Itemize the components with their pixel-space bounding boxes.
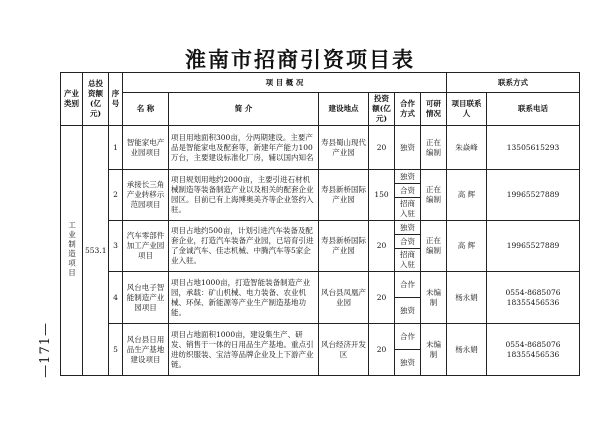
row-status: 正在编制 — [421, 170, 447, 221]
row-name: 风台电子智能制造产业园项目 — [123, 272, 169, 324]
category-total-cell: 553.1 — [83, 126, 109, 376]
row-person: 杨永娟 — [447, 272, 487, 324]
row-status: 正在编制 — [421, 221, 447, 272]
header-name: 名 称 — [123, 93, 169, 126]
row-status: 正在编制 — [421, 126, 447, 170]
row-status: 未编制 — [421, 272, 447, 324]
row-intro: 项目占地约500亩，计划引进汽车装备及配套企业，打造汽车装备产业园，已培育引进了金诚汽车、佳志机械、中腾汽车等5家企业入驻。 — [169, 221, 319, 272]
row-seq: 1 — [109, 126, 123, 170]
row-person: 高 辉 — [447, 221, 487, 272]
row-site: 风台经济开发区 — [319, 324, 369, 376]
project-table — [60, 72, 580, 376]
row-name: 智能家电产业园项目 — [123, 126, 169, 170]
header-project-overview: 项 目 概 况 — [123, 73, 447, 93]
category-cell: 工业制造项目 — [61, 126, 83, 376]
row-cooperation: 合资 — [395, 184, 421, 198]
header-contact: 联系方式 — [447, 73, 580, 93]
row-investment: 150 — [369, 170, 395, 221]
row-site: 风台县凤凰产业园 — [319, 272, 369, 324]
row-cooperation: 合作 — [395, 272, 421, 298]
row-name: 汽车零部件加工产业园项目 — [123, 221, 169, 272]
row-person: 朱焱峰 — [447, 126, 487, 170]
row-seq: 2 — [109, 170, 123, 221]
row-intro: 项目占地面积1000亩，建设集生产、研发、销售于一体的日用品生产基地。重点引进纺织服装、宝洁等品牌企业及上下游产业链。 — [169, 324, 319, 376]
header-phone: 联系电话 — [487, 93, 580, 126]
row-site: 寿县新桥国际产业园 — [319, 221, 369, 272]
header-intro: 简 介 — [169, 93, 319, 126]
row-person: 高 辉 — [447, 170, 487, 221]
row-cooperation: 招商入驻 — [395, 249, 421, 272]
page-number: —171— — [38, 322, 53, 378]
row-intro: 项目占地1000亩，打造智能装备制造产业园，承载：矿山机械、电力装备、农业机械、环保、新能源等产业生产制造基地功能。 — [169, 272, 319, 324]
row-intro: 项目用地面积300亩，分两期建设。主要产品是智能家电及配套等，新建年产能力100万台，主要建设标准化厂房，辅以国内知名 — [169, 126, 319, 170]
row-cooperation: 合资 — [395, 235, 421, 249]
row-phone: 13505615293 — [487, 126, 580, 170]
header-total-investment: 总投资额(亿元) — [83, 73, 109, 126]
row-investment: 20 — [369, 126, 395, 170]
header-seq: 序号 — [109, 73, 123, 126]
row-phone: 19965527889 — [487, 221, 580, 272]
row-investment: 20 — [369, 324, 395, 376]
row-cooperation: 独资 — [395, 170, 421, 184]
row-name: 承接长三角产业转移示范园项目 — [123, 170, 169, 221]
row-investment: 20 — [369, 221, 395, 272]
row-status: 未编制 — [421, 324, 447, 376]
row-cooperation: 独资 — [395, 298, 421, 324]
document-title: 淮南市招商引资项目表 — [185, 47, 415, 72]
row-name: 风台县日用品生产基地建设项目 — [123, 324, 169, 376]
row-cooperation: 合作 — [395, 324, 421, 350]
row-site: 寿县新桥国际产业园 — [319, 170, 369, 221]
row-site: 寿县蜀山现代产业园 — [319, 126, 369, 170]
row-cooperation: 招商入驻 — [395, 198, 421, 221]
header-site: 建设地点 — [319, 93, 369, 126]
header-investment: 投资额(亿元) — [369, 93, 395, 126]
row-cooperation: 独资 — [395, 221, 421, 235]
row-investment: 20 — [369, 272, 395, 324]
header-cooperation: 合作方式 — [395, 93, 421, 126]
row-seq: 3 — [109, 221, 123, 272]
header-project-contact: 项目联系人 — [447, 93, 487, 126]
row-cooperation: 独资 — [395, 126, 421, 170]
row-phone: 0554-8685076 18355456536 — [487, 272, 580, 324]
row-phone: 0554-8685076 18355456536 — [487, 324, 580, 376]
row-intro: 项目规划用地约2000亩，主要引进石材机械制造等装备制造产业以及相关的配套企业园区。目前已有上海博奥美齐等企业签约入驻。 — [169, 170, 319, 221]
row-cooperation: 独资 — [395, 350, 421, 376]
header-research-status: 可研情况 — [421, 93, 447, 126]
row-seq: 4 — [109, 272, 123, 324]
row-phone: 19965527889 — [487, 170, 580, 221]
row-person: 杨永娟 — [447, 324, 487, 376]
row-seq: 5 — [109, 324, 123, 376]
header-industry-category: 产业类别 — [61, 73, 83, 126]
